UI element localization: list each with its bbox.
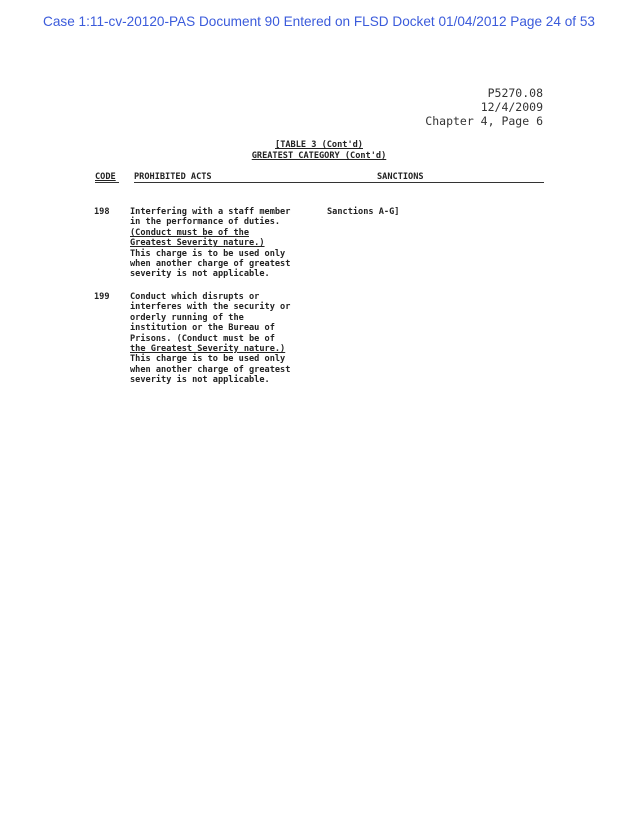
act-line: Prisons. (Conduct must be of xyxy=(130,333,275,344)
column-header-sanctions: SANCTIONS xyxy=(377,172,424,182)
act-line: This charge is to be used only xyxy=(130,354,286,365)
act-line: in the performance of duties. xyxy=(130,217,281,228)
policy-date: 12/4/2009 xyxy=(480,100,543,114)
row-prohibited-act xyxy=(130,207,290,280)
act-line: severity is not applicable. xyxy=(130,269,270,280)
header-rule-code xyxy=(95,182,119,183)
act-line: This charge is to be used only xyxy=(130,248,286,259)
table-caption xyxy=(0,140,638,151)
row-sanctions: Sanctions A-G] xyxy=(327,207,400,217)
header-rule-acts xyxy=(134,182,544,183)
act-line: orderly running of the xyxy=(130,312,244,323)
act-line-underlined: Greatest Severity nature.) xyxy=(130,238,265,249)
act-line-underlined: (Conduct must be of the xyxy=(130,227,249,238)
table-subcaption xyxy=(0,151,638,162)
act-line: when another charge of greatest xyxy=(130,364,291,375)
table-caption-line-2: GREATEST CATEGORY (Cont'd) xyxy=(251,151,387,161)
column-header-code: CODE xyxy=(95,172,116,182)
policy-number: P5270.08 xyxy=(487,86,543,100)
act-line: Conduct which disrupts or xyxy=(130,292,260,302)
row-code: 199 xyxy=(94,292,110,302)
row-code: 198 xyxy=(94,207,110,217)
document-identifier xyxy=(425,86,543,128)
act-line: interferes with the security or xyxy=(130,302,291,313)
court-filing-header: Case 1:11-cv-20120-PAS Document 90 Entered on FLSD Docket 01/04/2012 Page 24 of 53 xyxy=(43,14,595,29)
act-line-underlined: the Greatest Severity nature.) xyxy=(130,344,286,355)
column-header-prohibited-acts: PROHIBITED ACTS xyxy=(134,172,212,182)
table-caption-line-1: [TABLE 3 (Cont'd) xyxy=(275,140,363,150)
act-line: Interfering with a staff member xyxy=(130,207,291,217)
row-prohibited-act xyxy=(130,292,290,386)
act-line: severity is not applicable. xyxy=(130,375,270,386)
act-line: when another charge of greatest xyxy=(130,259,291,270)
act-line: institution or the Bureau of xyxy=(130,323,275,334)
chapter-page: Chapter 4, Page 6 xyxy=(425,114,543,128)
